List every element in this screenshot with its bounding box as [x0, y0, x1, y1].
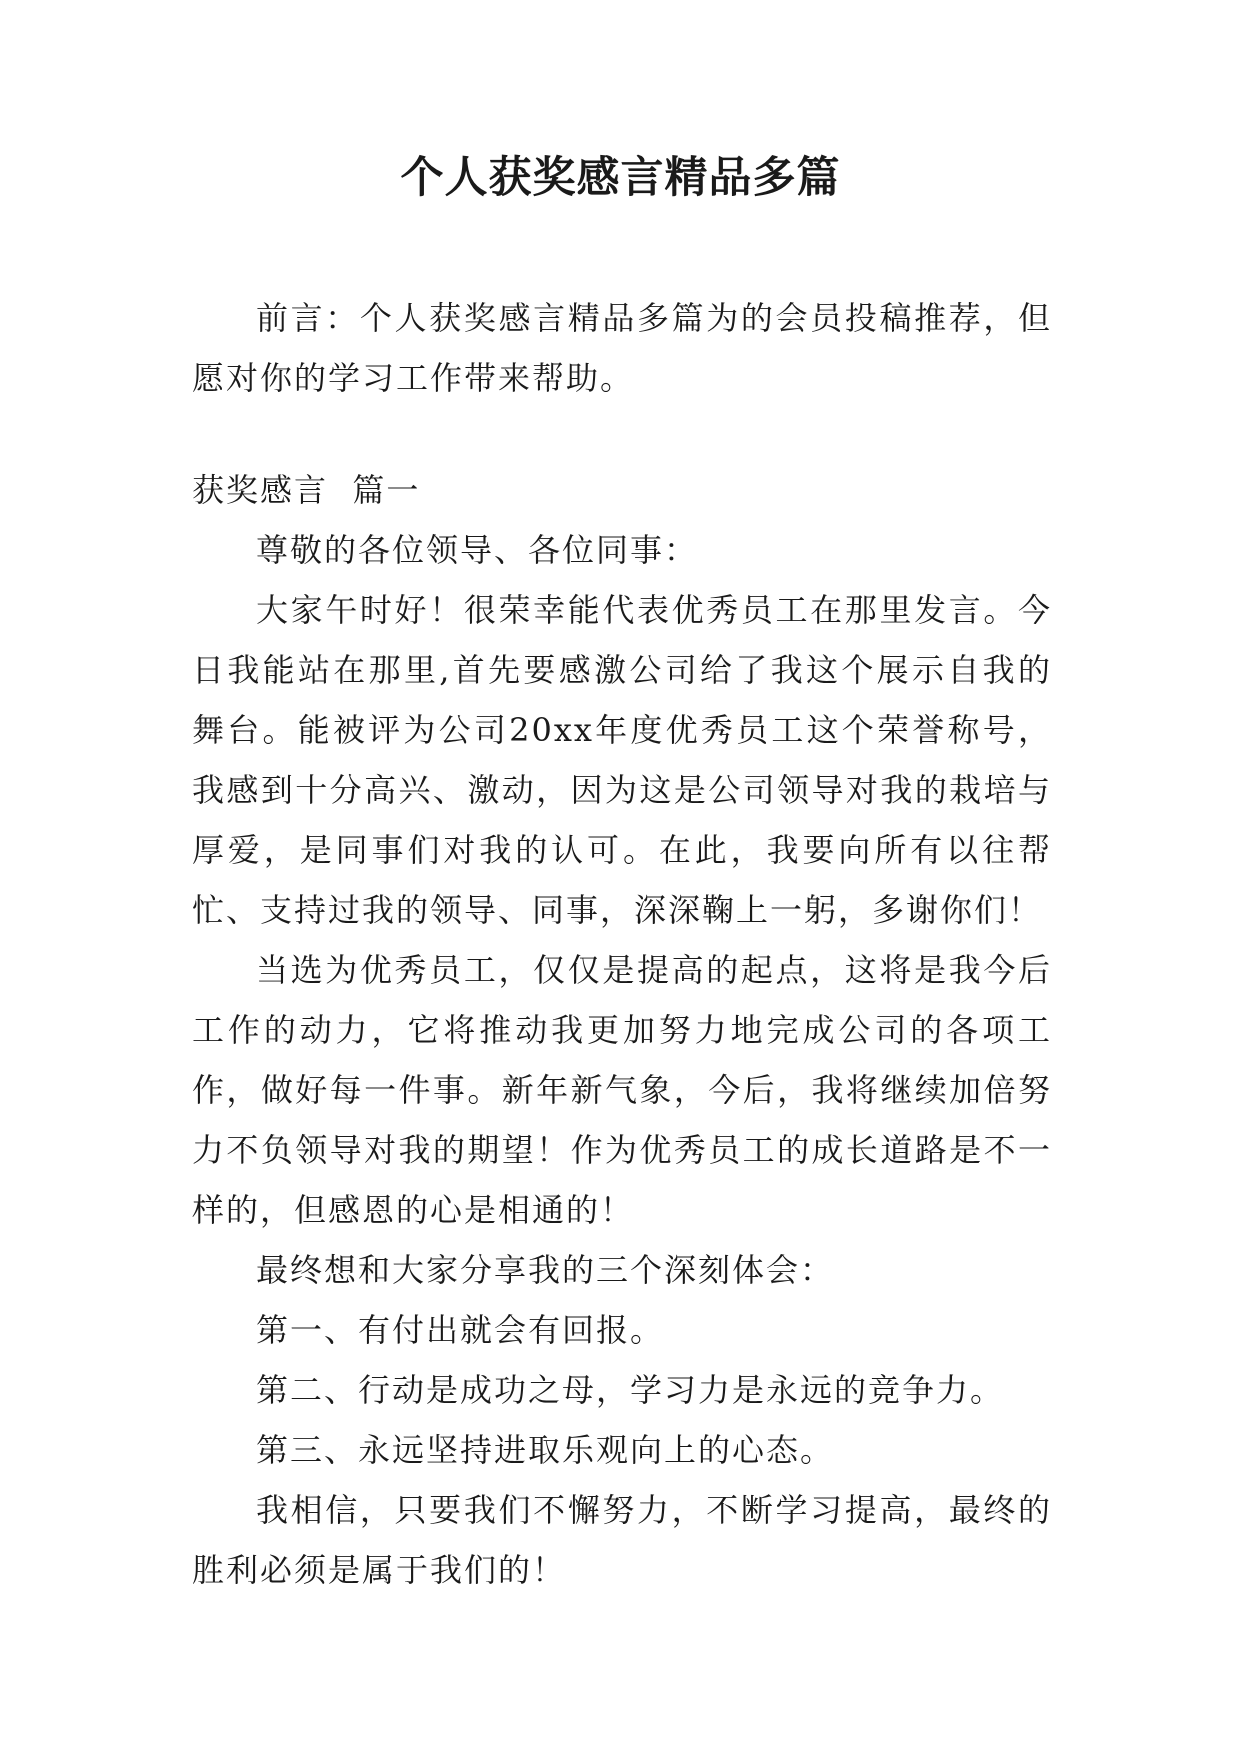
preface-paragraph: 前言：个人获奖感言精品多篇为的会员投稿推荐，但愿对你的学习工作带来帮助。: [192, 299, 1052, 397]
paragraph-insight-one: 第一、有付出就会有回报。: [256, 1311, 665, 1349]
paragraph-insight-three: 第三、永远坚持进取乐观向上的心态。: [256, 1431, 835, 1469]
section-heading: 获奖感言 篇一: [192, 471, 421, 509]
paragraph-greeting: 大家午时好！很荣幸能代表优秀员工在那里发言。今日我能站在那里,首先要感激公司给了我这个展示自我的舞台。能被评为公司20xx年度优秀员工这个荣誉称号，我感到十分高兴、激动，因为这是公司领导对我的栽培与厚爱，是同事们对我的认可。在此，我要向所有以往帮忙、支持过我的领导、同事，深深鞠上一躬，多谢你们！: [192, 591, 1052, 929]
paragraph-insight-two: 第二、行动是成功之母，学习力是永远的竞争力。: [256, 1371, 1005, 1409]
paragraph-insights-intro: 最终想和大家分享我的三个深刻体会：: [256, 1251, 835, 1289]
paragraph-closing: 我相信，只要我们不懈努力，不断学习提高，最终的胜利必须是属于我们的！: [192, 1491, 1052, 1589]
paragraph-motivation: 当选为优秀员工，仅仅是提高的起点，这将是我今后工作的动力，它将推动我更加努力地完成公司的各项工作，做好每一件事。新年新气象，今后，我将继续加倍努力不负领导对我的期望！作为优秀员工的成长道路是不一样的，但感恩的心是相通的！: [192, 951, 1052, 1229]
document-title: 个人获奖感言精品多篇: [400, 153, 841, 203]
section-content: [192, 520, 1052, 1600]
paragraph-salutation: 尊敬的各位领导、各位同事：: [256, 531, 699, 569]
